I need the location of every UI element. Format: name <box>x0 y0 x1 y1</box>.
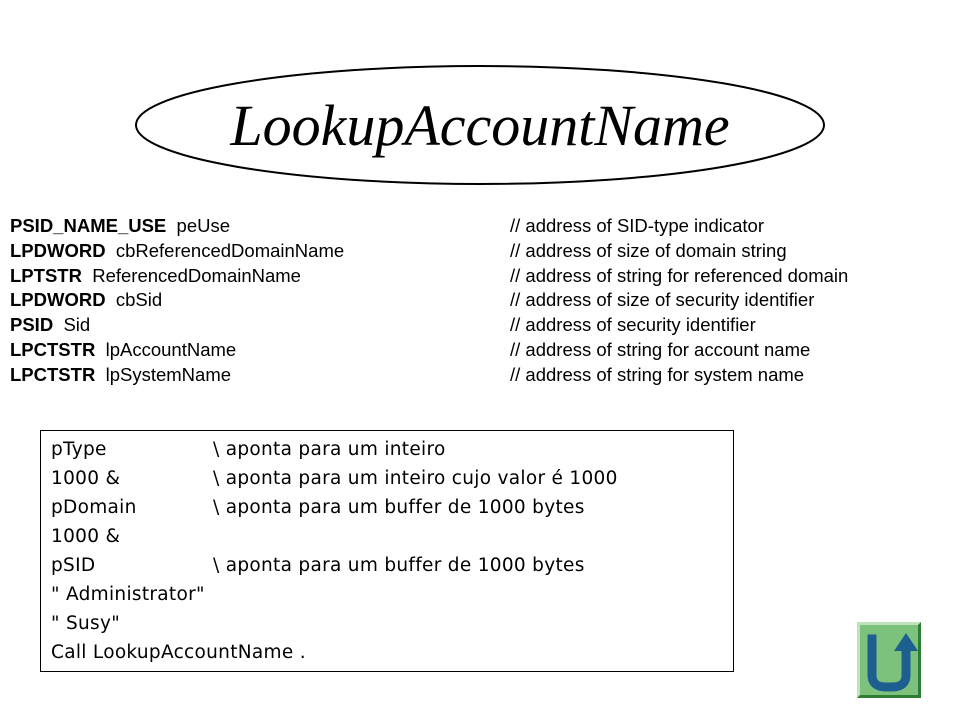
param-comment: // address of size of security identifier <box>510 289 815 311</box>
code-text: 1000 & <box>51 468 121 489</box>
code-text: pType <box>51 439 107 460</box>
title-ellipse <box>134 64 826 186</box>
code-line <box>51 640 306 666</box>
param-type: LPCTSTR <box>10 363 96 385</box>
parameter-row <box>10 214 955 239</box>
code-line <box>51 466 618 492</box>
u-turn-arrow-icon <box>860 625 918 695</box>
param-name: lpAccountName <box>105 338 237 360</box>
code-line <box>51 495 585 521</box>
parameter-row <box>10 313 955 338</box>
code-line <box>51 582 205 608</box>
param-comment: // address of size of domain string <box>510 239 787 261</box>
code-comment: \ aponta para um inteiro <box>213 439 446 460</box>
code-box <box>40 430 734 672</box>
param-comment: // address of string for system name <box>510 363 805 385</box>
param-comment: // address of string for account name <box>510 338 811 360</box>
code-line <box>51 611 120 637</box>
code-comment: \ aponta para um buffer de 1000 bytes <box>213 497 585 518</box>
code-text: Call LookupAccountName . <box>51 642 306 663</box>
parameter-row <box>10 338 955 363</box>
code-text: " Susy" <box>51 613 121 634</box>
code-text: 1000 & <box>51 526 121 547</box>
param-type: PSID_NAME_USE <box>10 215 167 236</box>
param-name: lpSystemName <box>105 363 232 385</box>
parameter-row <box>10 363 955 388</box>
param-comment: // address of string for referenced domain <box>510 264 849 286</box>
param-type: LPDWORD <box>10 239 106 261</box>
code-line <box>51 553 585 579</box>
param-comment: // address of security identifier <box>510 314 756 336</box>
param-name: peUse <box>176 215 231 236</box>
param-comment: // address of SID-type indicator <box>510 215 764 236</box>
slide-title: LookupAccountName <box>230 92 730 158</box>
param-name: ReferencedDomainName <box>92 264 301 286</box>
param-name: Sid <box>63 314 91 336</box>
param-type: LPDWORD <box>10 289 106 311</box>
param-type: LPTSTR <box>10 264 82 286</box>
code-comment: \ aponta para um inteiro cujo valor é 1000 <box>213 468 618 489</box>
param-type: PSID <box>10 314 54 336</box>
return-button[interactable] <box>857 622 921 698</box>
code-line <box>51 524 120 550</box>
param-name: cbSid <box>115 289 163 311</box>
parameter-row <box>10 239 955 264</box>
code-comment: \ aponta para um buffer de 1000 bytes <box>213 555 585 576</box>
code-line <box>51 437 446 463</box>
code-text: pDomain <box>51 497 137 518</box>
param-name: cbReferencedDomainName <box>115 239 345 261</box>
param-type: LPCTSTR <box>10 338 96 360</box>
parameter-list <box>10 214 955 388</box>
code-text: " Administrator" <box>51 584 205 605</box>
parameter-row <box>10 264 955 289</box>
code-text: pSID <box>51 555 96 576</box>
parameter-row <box>10 288 955 313</box>
